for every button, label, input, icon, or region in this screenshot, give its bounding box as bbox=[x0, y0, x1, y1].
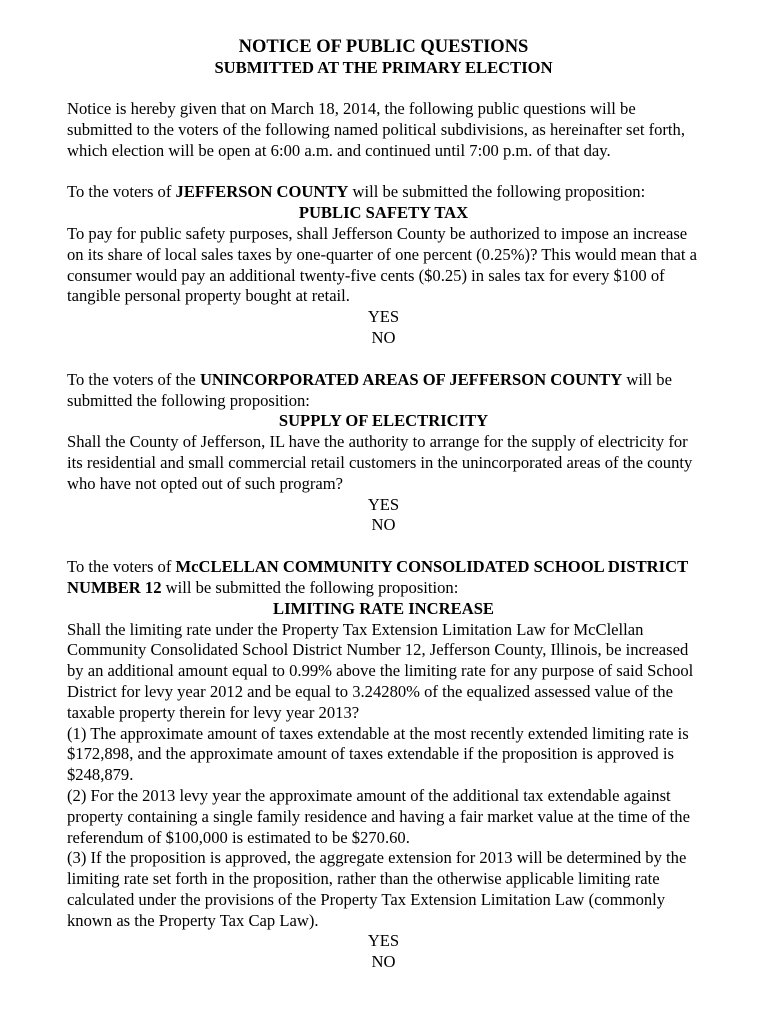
question-lead bbox=[67, 370, 700, 412]
lead-suffix: will be submitted the following proposition: bbox=[348, 182, 646, 202]
yes-option: YES bbox=[367, 494, 400, 514]
question-limiting-rate-increase bbox=[67, 557, 700, 973]
entity-name: JEFFERSON COUNTY bbox=[175, 182, 349, 202]
lead-suffix: will be submitted the following proposition: bbox=[161, 577, 459, 597]
proposition-item-3: (3) If the proposition is approved, the aggregate extension for 2013 will be determined by the limiting rate set forth in the proposition, rather than the otherwise applicable limiting rate calculated under the provisions of the Property Tax Extension Limitation Law (commonly known as the Property Tax Cap Law). bbox=[67, 848, 687, 930]
spacer bbox=[67, 161, 700, 182]
spacer bbox=[67, 349, 700, 370]
proposition-body: To pay for public safety purposes, shall Jefferson County be authorized to impose an increase on its share of local sales taxes by one-quarter of one percent (0.25%)? This would mean that a consumer would pay an additional twenty-five cents ($0.25) in sales tax for every $100 of tangible personal property bought at retail. bbox=[67, 223, 698, 306]
question-lead bbox=[67, 182, 700, 203]
yes-option: YES bbox=[367, 931, 400, 951]
lead-prefix: To the voters of the bbox=[67, 369, 200, 389]
entity-name: McCLELLAN COMMUNITY CONSOLIDATED SCHOOL DISTRICT NUMBER 12 bbox=[67, 557, 688, 597]
page-subtitle: SUBMITTED AT THE PRIMARY ELECTION bbox=[214, 58, 553, 77]
intro-paragraph: Notice is hereby given that on March 18, 2014, the following public questions will be submitted to the voters of the following named political subdivisions, as hereinafter set forth, which election will be open at 6:00 a.m. and continued until 7:00 p.m. of that day. bbox=[67, 99, 685, 160]
proposition-body: Shall the limiting rate under the Property Tax Extension Limitation Law for McClellan Community Consolidated School District Number 12, Jefferson County, Illinois, be increased by an additional amount equal to 0.99% above the limiting rate for any purpose of said School District for levy year 2012 and be equal to 3.24280% of the equalized assessed value of the taxable property therein for levy year 2013? bbox=[67, 619, 694, 722]
proposition-item-2: (2) For the 2013 levy year the approximate amount of the additional tax extendable against property containing a single family residence and having a fair market value at the time of the referendum of $100,000 is estimated to be $270.60. bbox=[67, 785, 690, 847]
proposition-heading: LIMITING RATE INCREASE bbox=[273, 598, 494, 618]
question-supply-of-electricity bbox=[67, 370, 700, 536]
page-title: NOTICE OF PUBLIC QUESTIONS bbox=[238, 37, 529, 57]
no-option: NO bbox=[371, 515, 396, 535]
question-lead bbox=[67, 557, 700, 599]
proposition-heading: PUBLIC SAFETY TAX bbox=[298, 203, 469, 223]
no-option: NO bbox=[371, 952, 396, 972]
lead-prefix: To the voters of bbox=[67, 182, 176, 202]
proposition-heading: SUPPLY OF ELECTRICITY bbox=[278, 411, 489, 431]
lead-prefix: To the voters of bbox=[67, 557, 176, 577]
lead-suffix: will be submitted the following proposition: bbox=[67, 369, 672, 410]
proposition-item-1: (1) The approximate amount of taxes extendable at the most recently extended limiting rate is $172,898, and the approximate amount of taxes extendable if the proposition is approved is $248,879. bbox=[67, 723, 689, 785]
spacer bbox=[67, 536, 700, 557]
proposition-body: Shall the County of Jefferson, IL have the authority to arrange for the supply of electricity for its residential and small commercial retail customers in the unincorporated areas of the county who have not opted out of such program? bbox=[67, 432, 693, 493]
no-option: NO bbox=[371, 327, 396, 347]
entity-name: UNINCORPORATED AREAS OF JEFFERSON COUNTY bbox=[199, 369, 623, 389]
question-public-safety-tax bbox=[67, 182, 700, 348]
yes-option: YES bbox=[367, 307, 400, 327]
